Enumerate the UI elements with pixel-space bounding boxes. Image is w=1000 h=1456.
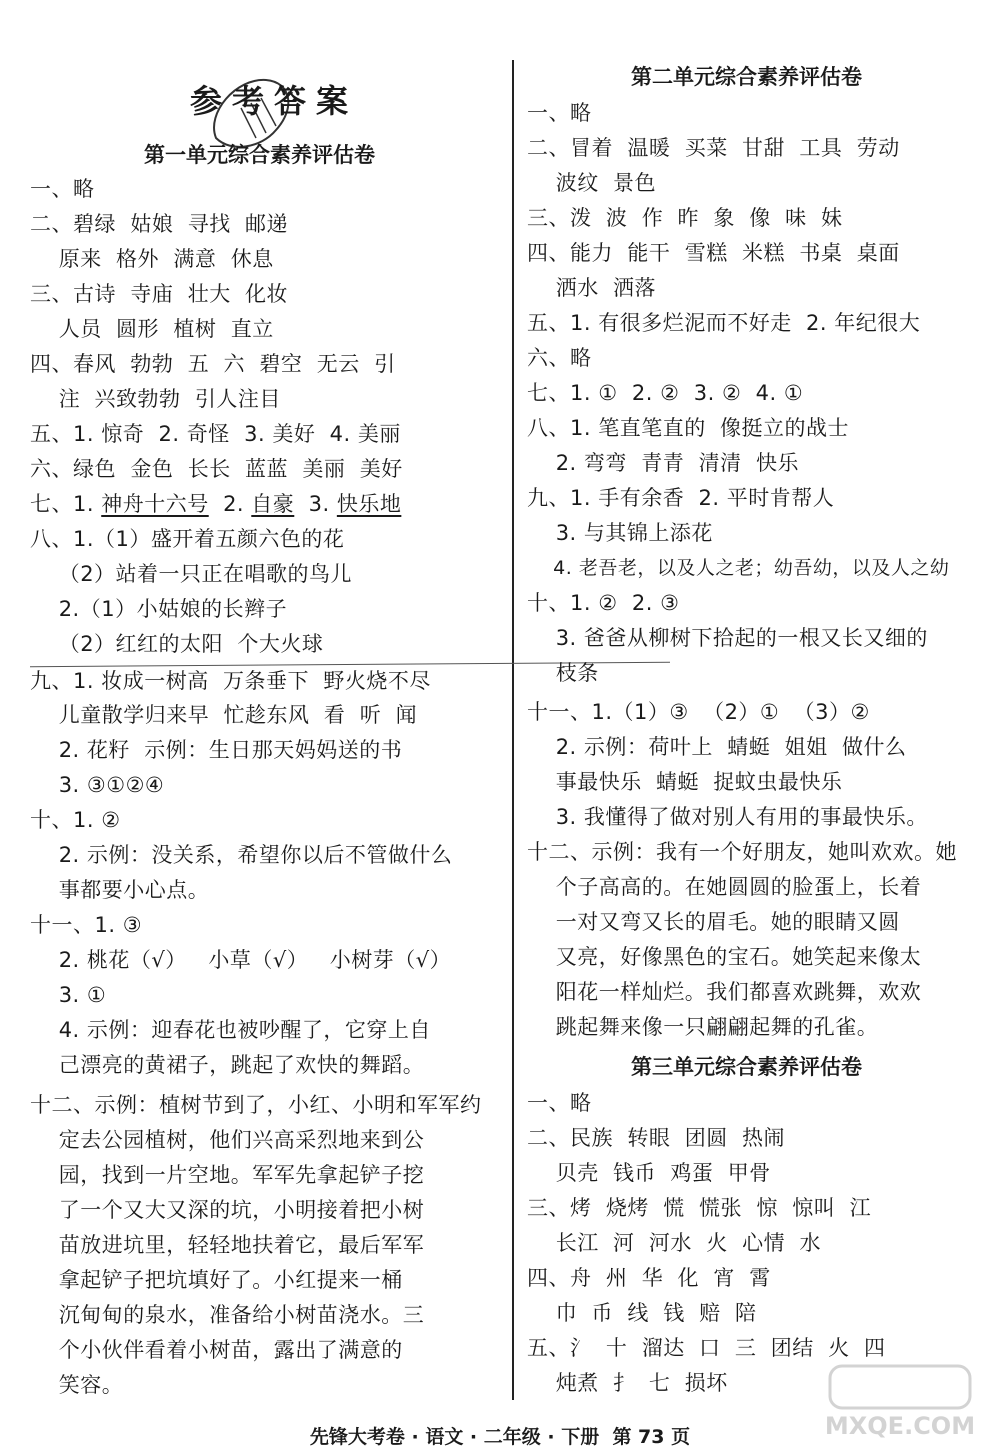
answer-line: 五、氵 十 溜达 口 三 团结 火 四 [527,1336,886,1360]
answer-line: 九、1. 妆成一树高 万条垂下 野火烧不尽 [30,669,431,693]
answer-line: 儿童散学归来早 忙趁东风 看 听 闻 [30,703,418,727]
answer-line: 四、能力 能干 雪糕 米糕 书桌 桌面 [527,241,900,265]
answer-line: 事都要小心点。 [30,878,210,902]
answer-line: 十、1. ② 2. ③ [527,591,680,615]
answer-line: 巾 币 线 钱 赔 陪 [527,1301,757,1325]
page-footer: 先锋大考卷 · 语文 · 二年级 · 下册 第 73 页 [309,1426,691,1448]
section-title-unit-3: 第三单元综合素养评估卷 [631,1055,862,1079]
answer-line: 三、烤 烧烤 慌 慌张 惊 惊叫 江 [527,1196,872,1220]
answer-line: 九、1. 手有余香 2. 平时肯帮人 [527,486,835,510]
answer-line: 五、1. 惊奇 2. 奇怪 3. 美好 4. 美丽 [30,422,401,446]
answer-line: 2. 示例：没关系，希望你以后不管做什么 [30,843,453,867]
answer-line: 己漂亮的黄裙子，跳起了欢快的舞蹈。 [30,1053,425,1077]
answer-line: 二、碧绿 姑娘 寻找 邮递 [30,212,289,236]
answer-line: 4. 老吾老，以及人之老；幼吾幼，以及人之幼 [527,557,950,579]
answer-line: 四、春风 勃勃 五 六 碧空 无云 引 [30,352,396,376]
watermark-badge-icon [820,1362,980,1412]
answer-line: 苗放进坑里，轻轻地扶着它，最后军军 [30,1233,425,1257]
answer-line: 一对又弯又长的眉毛。她的眼睛又圆 [527,910,900,934]
answer-line: 贝壳 钱币 鸡蛋 甲骨 [527,1161,771,1185]
answer-line: 个子高高的。在她圆圆的脸蛋上，长着 [527,875,922,899]
answer-line: 3. 与其锦上添花 [527,521,713,545]
answer-line: 了一个又大又深的坑，小明接着把小树 [30,1198,425,1222]
answer-line: 十一、1.（1）③ （2）① （3）② [527,700,870,724]
answer-line: 六、略 [527,346,592,370]
answer-line: 炖煮 扌 七 损坏 [527,1371,728,1395]
answer-line: 六、绿色 金色 长长 蓝蓝 美丽 美好 [30,457,403,481]
answer-line: 人员 圆形 植树 直立 [30,317,274,341]
answer-line: 十二、示例：我有一个好朋友，她叫欢欢。她 [527,840,957,864]
answer-line: 五、1. 有很多烂泥而不好走 2. 年纪很大 [527,311,921,335]
answer-line: 2. 示例：荷叶上 蜻蜓 姐姐 做什么 [527,735,907,759]
section-title-unit-1: 第一单元综合素养评估卷 [144,143,375,167]
answer-line: 3. ① [30,983,107,1007]
answer-line: （2）站着一只正在唱歌的鸟儿 [30,562,353,586]
answer-line: 阳花一样灿烂。我们都喜欢跳舞，欢欢 [527,980,922,1004]
answer-line: 个小伙伴看着小树苗，露出了满意的 [30,1338,403,1362]
q7-prefix: 七、1. [30,492,102,516]
answer-line: 一、略 [30,177,95,201]
answer-line: 二、民族 转眼 团圆 热闹 [527,1126,786,1150]
answer-line: 七、1. ① 2. ② 3. ② 4. ① [527,381,804,405]
q7-sep-1: 2. [208,492,252,516]
answer-line: 枝条 [527,661,599,685]
answer-line: 十二、示例：植树节到了，小红、小明和军军约 [30,1093,482,1117]
answer-line: 原来 格外 满意 休息 [30,247,274,271]
q7-answer-3: 快乐地 [336,492,402,516]
answer-line: 事最快乐 蜻蜓 捉蚊虫最快乐 [527,770,843,794]
answer-line: 长江 河 河水 火 心情 水 [527,1231,821,1255]
answer-line: 3. ③①②④ [30,773,165,797]
answer-line: 园，找到一片空地。军军先拿起铲子挖 [30,1163,425,1187]
answer-line: 波纹 景色 [527,171,657,195]
answer-line: 洒水 洒落 [527,276,657,300]
answer-line: 3. 爸爸从柳树下拾起的一根又长又细的 [527,626,928,650]
answer-line: 二、冒着 温暖 买菜 甘甜 工具 劳动 [527,136,900,160]
answer-line: 笑容。 [30,1373,124,1397]
answer-line: 十、1. ② [30,808,121,832]
answer-line: 跳起舞来像一只翩翩起舞的孔雀。 [527,1015,879,1039]
answer-line: 定去公园植树，他们兴高采烈地来到公 [30,1128,425,1152]
answer-line: 八、1.（1）盛开着五颜六色的花 [30,527,345,551]
answer-line: 2. 花籽 示例：生日那天妈妈送的书 [30,738,403,762]
answer-line: 又亮，好像黑色的宝石。她笑起来像太 [527,945,922,969]
answer-line: 四、舟 州 华 化 宵 霄 [527,1266,771,1290]
answer-line: 沉甸甸的泉水，准备给小树苗浇水。三 [30,1303,425,1327]
answer-line: 3. 我懂得了做对别人有用的事最快乐。 [527,805,928,829]
answer-line: 4. 示例：迎春花也被吵醒了，它穿上自 [30,1018,431,1042]
answer-line: 三、泼 波 作 昨 象 像 味 妹 [527,206,843,230]
answer-line: 2. 弯弯 青青 清清 快乐 [527,451,799,475]
answer-line: 一、略 [527,101,592,125]
answer-line: （2）红红的太阳 个大火球 [30,632,324,656]
watermark-text: MXQE.COM [824,1412,976,1440]
answer-line: 十一、1. ③ [30,913,143,937]
answer-line: 注 兴致勃勃 引人注目 [30,387,281,411]
column-divider [512,60,514,1400]
answer-line: 三、古诗 寺庙 壮大 化妆 [30,282,289,306]
section-title-unit-2: 第二单元综合素养评估卷 [631,65,862,89]
answer-line-q7 [30,489,401,519]
page-title: 参考答案 [190,82,359,120]
q7-answer-1: 神舟十六号 [101,492,209,516]
q7-sep-2: 3. [294,492,337,516]
answer-line: 一、略 [527,1091,592,1115]
answer-line: 八、1. 笔直笔直的 像挺立的战士 [527,416,850,440]
answer-line: 2.（1）小姑娘的长辫子 [30,597,288,621]
answer-line: 拿起铲子把坑填好了。小红提来一桶 [30,1268,403,1292]
answer-line: 2. 桃花（√） 小草（√） 小树芽（√） [30,948,452,972]
q7-answer-2: 自豪 [251,492,295,516]
